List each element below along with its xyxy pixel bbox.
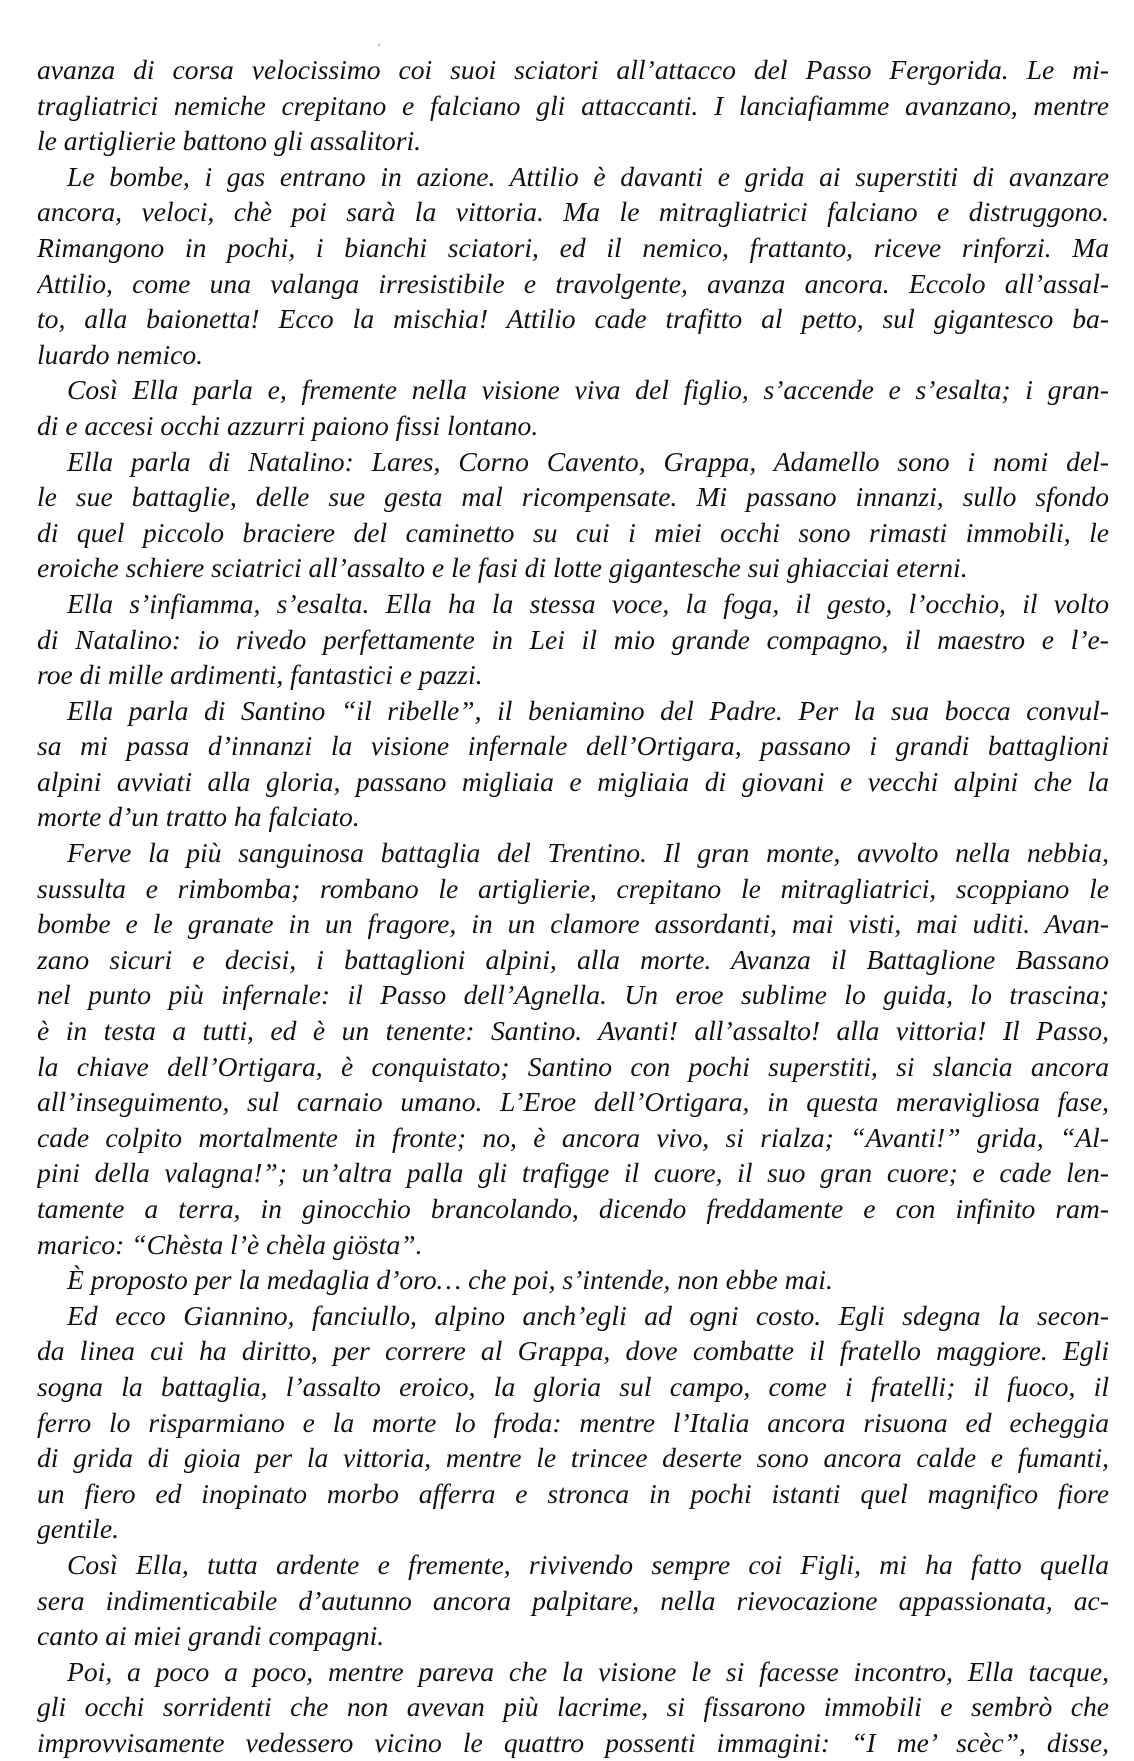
paragraph-11 xyxy=(37,1654,1109,1761)
text-line: Ella parla di Natalino: Lares, Corno Cavento, Grappa, Adamello sono i nomi del- xyxy=(67,445,1109,477)
paragraph-4 xyxy=(37,444,1109,586)
text-line: le sue battaglie, delle sue gesta mal ricompensate. Mi passano innanzi, sullo sfondo xyxy=(37,481,1109,513)
text-line: eroiche schiere sciatrici all’assalto e le fasi di lotte gigantesche sui ghiacciai eterni. xyxy=(37,552,968,584)
text-line: zano sicuri e decisi, i battaglioni alpini, alla morte. Avanza il Battaglione Bassano xyxy=(37,943,1109,975)
text-line: Poi, a poco a poco, mentre pareva che la visione le si facesse incontro, Ella tacque, xyxy=(67,1655,1109,1687)
text-line: gli occhi sorridenti che non avevan più lacrime, si fissarono immobili e sembrò che xyxy=(37,1691,1109,1723)
text-line: Ed ecco Giannino, fanciullo, alpino anch’egli ad ogni costo. Egli sdegna la secon- xyxy=(67,1299,1109,1331)
text-line: gentile. xyxy=(37,1513,119,1545)
paragraph-3 xyxy=(37,372,1109,443)
paragraph-10 xyxy=(37,1547,1109,1654)
scan-speck xyxy=(378,44,380,46)
text-line: to, alla baionetta! Ecco la mischia! Attilio cade trafitto al petto, sul gigantesco ba- xyxy=(37,303,1109,335)
text-line: ferro lo risparmiano e la morte lo froda: mentre l’Italia ancora risuona ed echeggia xyxy=(37,1406,1109,1438)
text-line: alpini avviati alla gloria, passano migliaia e migliaia di giovani e vecchi alpini che la xyxy=(37,765,1109,797)
text-line: tragliatrici nemiche crepitano e falciano gli attaccanti. I lanciafiamme avanzano, mentre xyxy=(37,89,1109,121)
text-line: nel punto più infernale: il Passo dell’Agnella. Un eroe sublime lo guida, lo trascina; xyxy=(37,979,1109,1011)
text-line: bombe e le granate in un fragore, in un clamore assordanti, mai visti, mai uditi. Avan- xyxy=(37,908,1109,940)
text-line: avanza di corsa velocissimo coi suoi sciatori all’attacco del Passo Fergorida. Le mi- xyxy=(37,54,1109,85)
text-line: Attilio, come una valanga irresistibile e travolgente, avanza ancora. Eccolo all’assal- xyxy=(37,267,1109,299)
text-line: di quel piccolo braciere del caminetto su cui i miei occhi sono rimasti immobili, le xyxy=(37,516,1109,548)
text-line: roe di mille ardimenti, fantastici e pazzi. xyxy=(37,659,483,691)
text-line: di Natalino: io rivedo perfettamente in Lei il mio grande compagno, il maestro e l’e- xyxy=(37,623,1109,655)
text-line: ancora, veloci, chè poi sarà la vittoria. Ma le mitragliatrici falciano e distruggono. xyxy=(37,196,1109,228)
paragraph-9 xyxy=(37,1298,1109,1547)
text-line: improvvisamente vedessero vicino le quattro possenti immagini: “I me’ scèc”, disse, xyxy=(37,1726,1109,1758)
text-line: è in testa a tutti, ed è un tenente: Santino. Avanti! all’assalto! alla vittoria! Il Passo, xyxy=(37,1015,1109,1047)
paragraph-7 xyxy=(37,835,1109,1262)
text-line: È proposto per la medaglia d’oro… che poi, s’intende, non ebbe mai. xyxy=(67,1264,833,1296)
document-page xyxy=(37,52,1109,1761)
text-line: luardo nemico. xyxy=(37,338,204,370)
text-line: sogna la battaglia, l’assalto eroico, la gloria sul campo, come i fratelli; il fuoco, il xyxy=(37,1370,1109,1402)
text-line: Ella parla di Santino “il ribelle”, il beniamino del Padre. Per la sua bocca convul- xyxy=(67,694,1109,726)
text-line: di grida di gioia per la vittoria, mentre le trincee deserte sono ancora calde e fumanti, xyxy=(37,1442,1109,1474)
text-line: Così Ella parla e, fremente nella visione viva del figlio, s’accende e s’esalta; i gran- xyxy=(67,374,1109,406)
paragraph-5 xyxy=(37,586,1109,693)
text-line: da linea cui ha diritto, per correre al Grappa, dove combatte il fratello maggiore. Egli xyxy=(37,1335,1109,1367)
text-line: Ferve la più sanguinosa battaglia del Trentino. Il gran monte, avvolto nella nebbia, xyxy=(67,837,1109,869)
text-line: sa mi passa d’innanzi la visione infernale dell’Ortigara, passano i grandi battaglioni xyxy=(37,730,1109,762)
text-line: la chiave dell’Ortigara, è conquistato; Santino con pochi superstiti, si slancia ancora xyxy=(37,1050,1109,1082)
text-line: canto ai miei grandi compagni. xyxy=(37,1620,385,1652)
paragraph-8 xyxy=(37,1262,1109,1298)
paragraph-6 xyxy=(37,693,1109,835)
text-line: all’inseguimento, sul carnaio umano. L’Eroe dell’Ortigara, in questa meravigliosa fase, xyxy=(37,1086,1109,1118)
text-line: cade colpito mortalmente in fronte; no, è ancora vivo, si rialza; “Avanti!” grida, “Al- xyxy=(37,1121,1109,1153)
text-line: Rimangono in pochi, i bianchi sciatori, ed il nemico, frattanto, riceve rinforzi. Ma xyxy=(37,231,1109,263)
paragraph-1 xyxy=(37,52,1109,159)
text-line: tamente a terra, in ginocchio brancolando, dicendo freddamente e con infinito ram- xyxy=(37,1193,1109,1224)
text-line: sera indimenticabile d’autunno ancora palpitare, nella rievocazione appassionata, ac- xyxy=(37,1584,1109,1616)
text-line: di e accesi occhi azzurri paiono fissi lontano. xyxy=(37,409,539,441)
paragraph-2 xyxy=(37,159,1109,373)
text-line: morte d’un tratto ha falciato. xyxy=(37,801,360,833)
text-line: sussulta e rimbomba; rombano le artiglierie, crepitano le mitragliatrici, scoppiano le xyxy=(37,872,1109,904)
text-line: le artiglierie battono gli assalitori. xyxy=(37,125,422,157)
text-line: Le bombe, i gas entrano in azione. Attilio è davanti e grida ai superstiti di avanzare xyxy=(67,160,1109,192)
text-line: un fiero ed inopinato morbo afferra e stronca in pochi istanti quel magnifico fiore xyxy=(37,1477,1109,1509)
text-line: Così Ella, tutta ardente e fremente, rivivendo sempre coi Figli, mi ha fatto quella xyxy=(67,1548,1109,1580)
text-line: pini della valagna!”; un’altra palla gli trafigge il cuore, il suo gran cuore; e cade len- xyxy=(37,1157,1109,1189)
text-line: marico: “Chèsta l’è chèla giösta”. xyxy=(37,1228,423,1260)
text-line: Ella s’infiamma, s’esalta. Ella ha la stessa voce, la foga, il gesto, l’occhio, il volto xyxy=(67,587,1109,619)
